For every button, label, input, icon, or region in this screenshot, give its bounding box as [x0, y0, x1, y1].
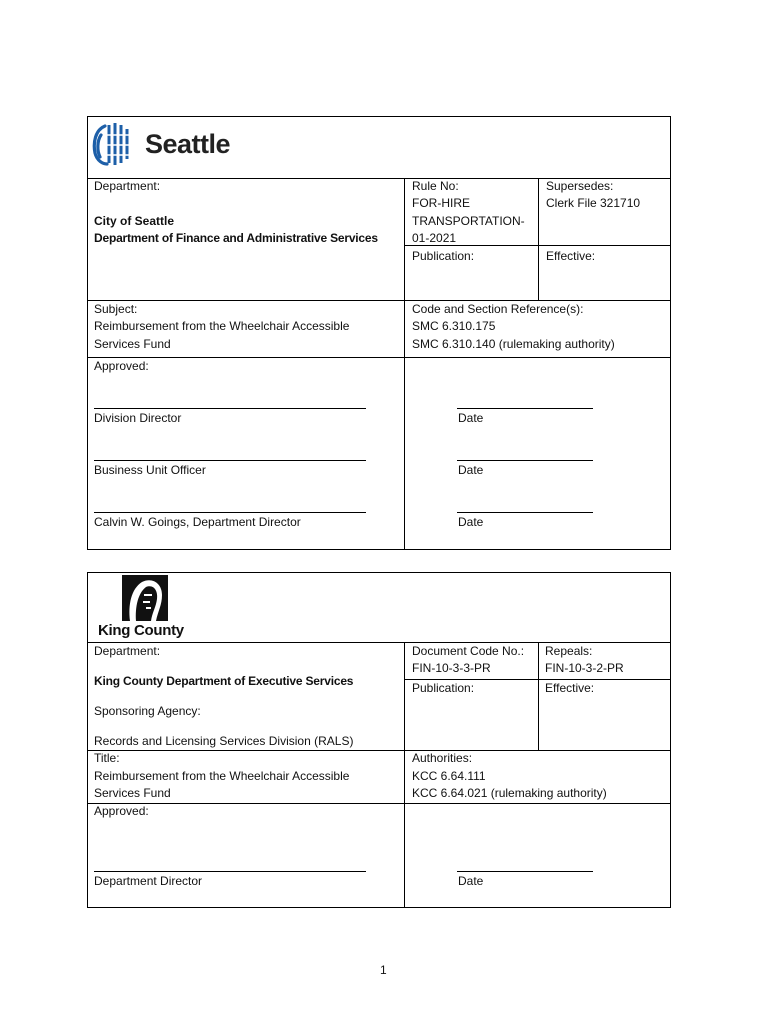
effective-label: Effective: — [545, 681, 595, 695]
authorities-label: Authorities: — [412, 751, 473, 765]
sponsoring-agency-value: Records and Licensing Services Division (RALS) — [94, 734, 354, 748]
publication-label: Publication: — [412, 249, 475, 263]
border-left — [87, 572, 88, 908]
signature-date-label: Date — [458, 411, 484, 425]
date-line — [457, 871, 593, 872]
border-left — [87, 116, 88, 550]
rule-no-label: Rule No: — [412, 179, 459, 193]
signature-line — [94, 871, 366, 872]
signature-name: Business Unit Officer — [94, 463, 206, 477]
rule-no-value: FOR-HIRE — [412, 196, 470, 210]
column-divider — [538, 642, 539, 750]
document-code-value: FIN-10-3-3-PR — [412, 661, 491, 675]
sponsoring-agency-label: Sponsoring Agency: — [94, 704, 201, 718]
approved-label: Approved: — [94, 804, 149, 818]
row-divider — [87, 357, 671, 358]
date-line — [457, 512, 593, 513]
signature-date-label: Date — [458, 463, 484, 477]
column-divider — [404, 642, 405, 908]
document-code-label: Document Code No.: — [412, 644, 525, 658]
column-divider — [404, 178, 405, 550]
border-bottom — [87, 907, 671, 908]
repeals-label: Repeals: — [545, 644, 593, 658]
king-county-logo-text: King County — [98, 622, 184, 639]
border-top — [87, 572, 671, 573]
effective-label: Effective: — [546, 249, 596, 263]
page-number: 1 — [380, 963, 387, 977]
border-right — [670, 116, 671, 550]
department-label: Department: — [94, 644, 161, 658]
king-county-logo-icon — [122, 575, 168, 621]
row-divider — [87, 803, 671, 804]
signature-line — [94, 408, 366, 409]
subject-value: Reimbursement from the Wheelchair Accessible — [94, 319, 350, 333]
border-right — [670, 572, 671, 908]
supersedes-value: Clerk File 321710 — [546, 196, 641, 210]
seattle-logo-icon — [91, 121, 135, 167]
department-label: Department: — [94, 179, 161, 193]
signature-name: Department Director — [94, 874, 203, 888]
date-line — [457, 408, 593, 409]
subject-label: Subject: — [94, 302, 138, 316]
department-name-city: City of Seattle — [94, 214, 175, 228]
department-name-fas: Department of Finance and Administrative Services — [94, 231, 378, 245]
title-label: Title: — [94, 751, 120, 765]
authorities-value: KCC 6.64.111 — [412, 769, 486, 783]
rule-no-value: 01-2021 — [412, 231, 457, 245]
signature-name: Calvin W. Goings, Department Director — [94, 515, 301, 529]
rule-no-value: TRANSPORTATION- — [412, 214, 525, 228]
date-line — [457, 460, 593, 461]
subject-value: Services Fund — [94, 337, 171, 351]
code-reference-value: SMC 6.310.140 (rulemaking authority) — [412, 337, 615, 351]
border-top — [87, 116, 671, 117]
column-divider — [538, 178, 539, 300]
signature-line — [94, 460, 366, 461]
approved-label: Approved: — [94, 359, 149, 373]
supersedes-label: Supersedes: — [546, 179, 614, 193]
signature-line — [94, 512, 366, 513]
authorities-value: KCC 6.64.021 (rulemaking authority) — [412, 786, 607, 800]
signature-date-label: Date — [458, 515, 484, 529]
code-reference-label: Code and Section Reference(s): — [412, 302, 584, 316]
signature-date-label: Date — [458, 874, 484, 888]
repeals-value: FIN-10-3-2-PR — [545, 661, 624, 675]
signature-name: Division Director — [94, 411, 182, 425]
title-value: Services Fund — [94, 786, 171, 800]
border-bottom — [87, 549, 671, 550]
department-name: King County Department of Executive Services — [94, 674, 354, 688]
code-reference-value: SMC 6.310.175 — [412, 319, 496, 333]
publication-label: Publication: — [412, 681, 475, 695]
title-value: Reimbursement from the Wheelchair Accessible — [94, 769, 350, 783]
seattle-logo-text: Seattle — [145, 129, 231, 159]
